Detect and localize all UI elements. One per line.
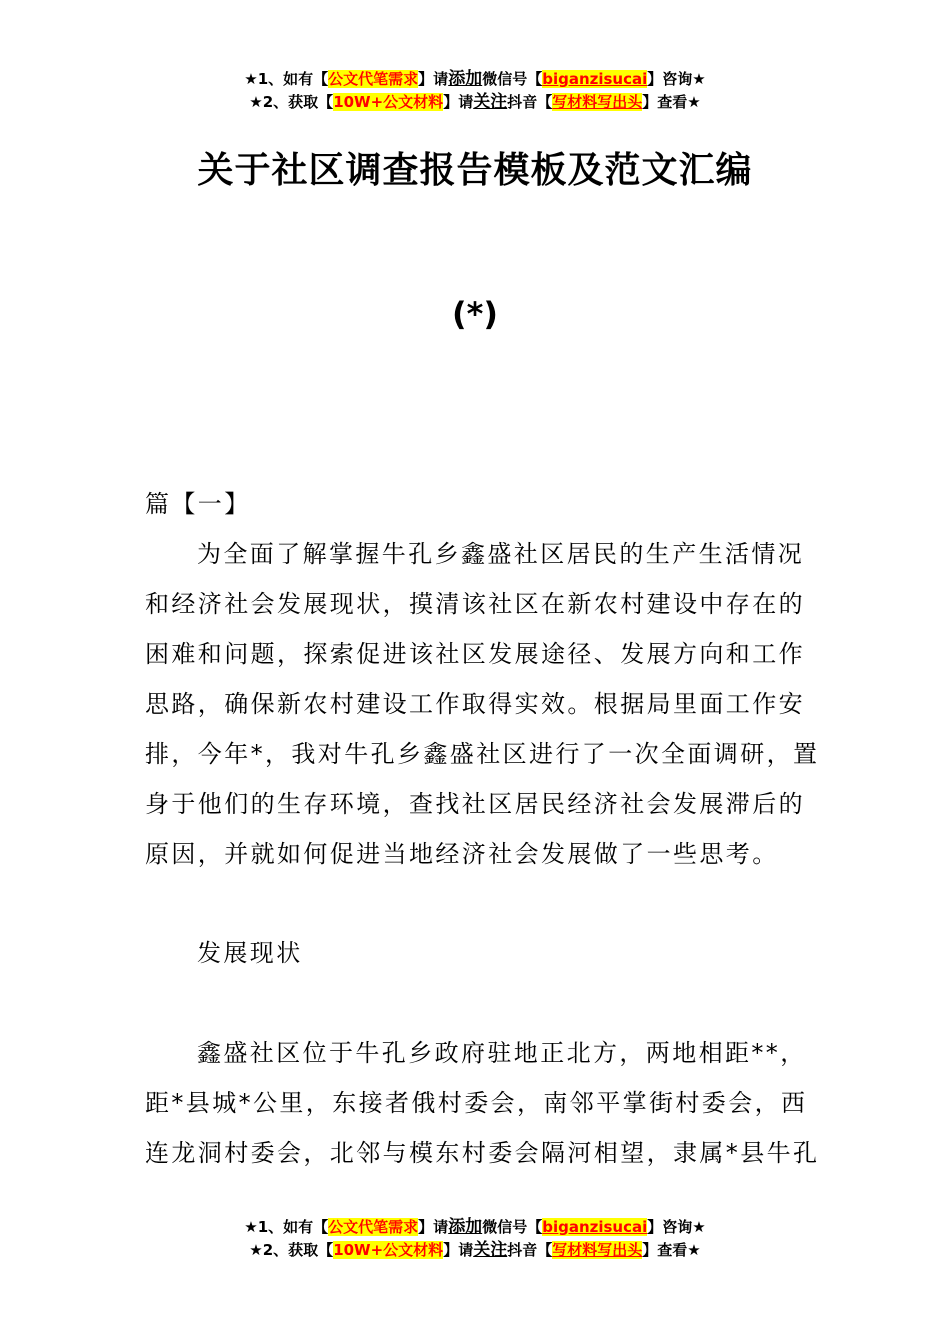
footer-banner [0,1216,950,1262]
paragraph-line: 思路，确保新农村建设工作取得实效。根据局里面工作安 [145,690,805,718]
paragraph-line: 原因，并就如何促进当地经济社会发展做了一些思考。 [145,840,779,868]
banner-text: 】查看★ [642,1241,701,1259]
banner-line-2 [0,1239,950,1262]
paragraph-intro [145,529,820,879]
wechat-id-link[interactable]: biganzisucai [542,70,648,88]
banner-line-1 [0,68,950,91]
paragraph-line: 连龙洞村委会，北邻与模东村委会隔河相望，隶属*县牛孔 [145,1139,820,1167]
highlight-materials: 10W+公文材料 [333,93,444,111]
paragraph-line: 困难和问题，探索促进该社区发展途径、发展方向和工作 [145,640,805,668]
douyin-account-link[interactable]: 写材料写出头 [552,1241,643,1259]
paragraph-location [145,1028,820,1178]
paragraph-line: 身于他们的生存环境，查找社区居民经济社会发展滞后的 [145,790,805,818]
banner-text: 】请 [418,70,449,88]
section-label: 篇【一】 [145,490,251,518]
banner-text: ★2、获取【 [249,93,334,111]
highlight-materials: 10W+公文材料 [333,1241,444,1259]
paragraph-line: 距*县城*公里，东接者俄村委会，南邻平掌街村委会，西 [145,1089,808,1117]
banner-text: ★1、如有【 [244,1218,329,1236]
banner-text: 】请 [443,1241,474,1259]
banner-text: 】咨询★ [647,70,706,88]
header-banner [0,68,950,114]
banner-text: 抖音【 [507,1241,553,1259]
banner-text: 微信号【 [482,70,543,88]
underlined-keyword: 添加 [448,69,483,89]
banner-text: ★1、如有【 [244,70,329,88]
banner-text: 】请 [443,93,474,111]
wechat-id-link[interactable]: biganzisucai [542,1218,648,1236]
banner-text: 微信号【 [482,1218,543,1236]
highlight-service: 公文代笔需求 [328,70,419,88]
paragraph-line: 排，今年*，我对牛孔乡鑫盛社区进行了一次全面调研，置 [145,740,820,768]
banner-text: 】咨询★ [647,1218,706,1236]
paragraph-line: 鑫盛社区位于牛孔乡政府驻地正北方，两地相距**， [197,1039,807,1067]
banner-text: 】请 [418,1218,449,1236]
document-title: 关于社区调查报告模板及范文汇编 [197,150,753,191]
banner-line-2 [0,91,950,114]
underlined-keyword: 关注 [473,1240,508,1260]
douyin-account-link[interactable]: 写材料写出头 [552,93,643,111]
banner-text: 】查看★ [642,93,701,111]
banner-text: ★2、获取【 [249,1241,334,1259]
document-subtitle: (*) [452,295,498,333]
paragraph-line: 为全面了解掌握牛孔乡鑫盛社区居民的生产生活情况 [197,540,805,568]
highlight-service: 公文代笔需求 [328,1218,419,1236]
underlined-keyword: 关注 [473,92,508,112]
paragraph-line: 和经济社会发展现状，摸清该社区在新农村建设中存在的 [145,590,805,618]
banner-line-1 [0,1216,950,1239]
section-heading: 发展现状 [197,939,303,967]
banner-text: 抖音【 [507,93,553,111]
underlined-keyword: 添加 [448,1217,483,1237]
